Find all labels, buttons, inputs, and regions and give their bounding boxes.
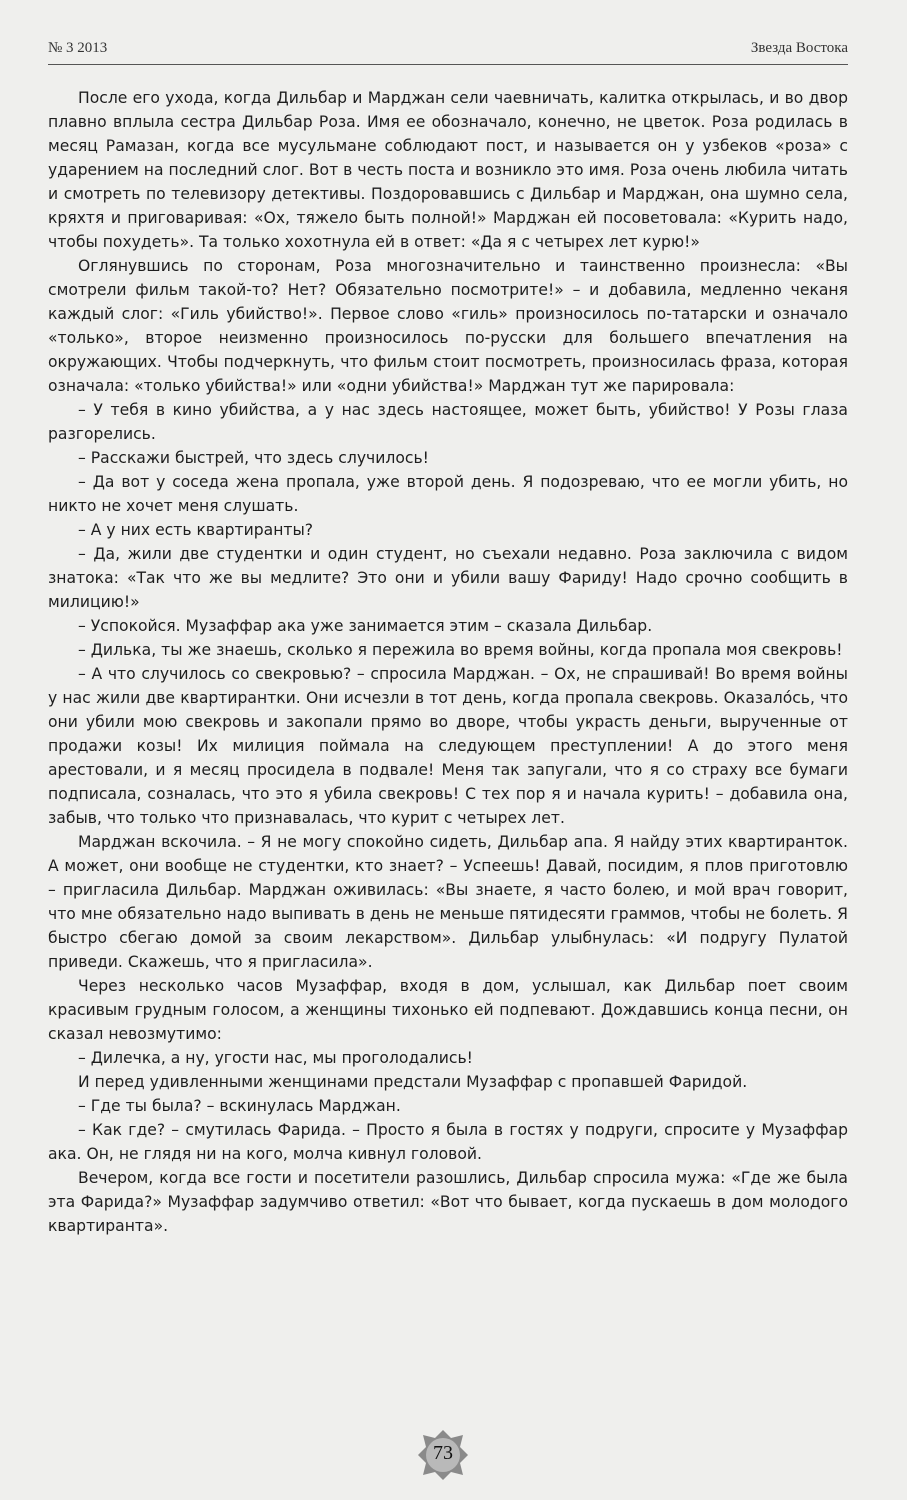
paragraph: – А что случилось со свекровью? – спросила Марджан. – Ох, не спрашивай! Во время войны у нас жили две квартирантки. Они исчезли в тот день, когда пропала свекровь. Оказало́сь, что они убили мою свекровь и закопали прямо во дворе, чтобы украсть деньги, вырученные от продажи козы! Их милиция поймала на следующем преступлении! А до этого меня арестовали, и я месяц просидела в подвале! Меня так запугали, что я со страху все бумаги подписала, созналась, что это я убила свекровь! С тех пор я и начала курить! – добавила она, забыв, что только что признавалась, что курит с четырех лет. (48, 665, 848, 827)
paragraph: – У тебя в кино убийства, а у нас здесь настоящее, может быть, убийство! У Розы глаза разгорелись. (48, 401, 848, 443)
paragraph: – А у них есть квартиранты? (78, 521, 314, 539)
running-header (48, 40, 848, 62)
paragraph: И перед удивленными женщинами предстали Музаффар с пропавшей Фаридой. (78, 1073, 748, 1091)
page-number: 73 (433, 1442, 453, 1464)
paragraph: Вечером, когда все гости и посетители разошлись, Дильбар спросила мужа: «Где же была эта Фарида?» Музаффар задумчиво ответил: «Вот что бывает, когда пускаешь в дом молодого квартиранта». (48, 1169, 848, 1235)
journal-title: Звезда Востока (750, 40, 848, 56)
paragraph: Марджан вскочила. – Я не могу спокойно сидеть, Дильбар апа. Я найду этих квартиранток. А может, они вообще не студентки, кто знает? – Успеешь! Давай, посидим, я плов приготовлю – пригласила Дильбар. Марджан оживилась: «Вы знаете, я часто болею, и мой врач говорит, что мне обязательно надо выпивать в день не меньше пятидесяти граммов, чтобы не болеть. Я быстро сбегаю домой за своим лекарством». Дильбар улыбнулась: «И подругу Пулатой приведи. Скажешь, что я пригласила». (48, 833, 848, 971)
paragraph: – Дилечка, а ну, угости нас, мы проголодались! (78, 1049, 473, 1067)
header-rule (48, 64, 848, 65)
paragraph: – Да, жили две студентки и один студент, но съехали недавно. Роза заключила с видом знатока: «Так что же вы медлите? Это они и убили вашу Фариду! Надо срочно сообщить в милицию!» (48, 545, 848, 611)
issue-label: № 3 2013 (48, 40, 108, 56)
paragraph: – Успокойся. Музаффар ака уже занимается этим – сказала Дильбар. (78, 617, 653, 635)
paragraph: – Да вот у соседа жена пропала, уже второй день. Я подозреваю, что ее могли убить, но никто не хочет меня слушать. (48, 473, 848, 515)
paragraph: – Расскажи быстрей, что здесь случилось! (78, 449, 429, 467)
article-body (48, 86, 848, 1238)
page-number-badge (416, 1428, 470, 1482)
paragraph: – Где ты была? – вскинулась Марджан. (78, 1097, 401, 1115)
paragraph: Через несколько часов Музаффар, входя в дом, услышал, как Дильбар поет своим красивым грудным голосом, а женщины тихонько ей подпевают. Дождавшись конца песни, он сказал невозмутимо: (48, 977, 848, 1043)
paragraph: После его ухода, когда Дильбар и Марджан сели чаевничать, калитка открылась, и во двор плавно вплыла сестра Дильбар Роза. Имя ее обозначало, конечно, не цветок. Роза родилась в месяц Рамазан, когда все мусульмане соблюдают пост, и называется он у узбеков «роза» с ударением на последний слог. Вот в честь поста и возникло это имя. Роза очень любила читать и смотреть по телевизору детективы. Поздоровавшись с Дильбар и Марджан, она шумно села, кряхтя и приговаривая: «Ох, тяжело быть полной!» Марджан ей посоветовала: «Курить надо, чтобы похудеть». Та только хохотнула ей в ответ: «Да я с четырех лет курю!» (48, 89, 848, 251)
paragraph: – Как где? – смутилась Фарида. – Просто я была в гостях у подруги, спросите у Музаффар ака. Он, не глядя ни на кого, молча кивнул головой. (48, 1121, 848, 1163)
paragraph: – Дилька, ты же знаешь, сколько я пережила во время войны, когда пропала моя свекровь! (78, 641, 843, 659)
paragraph: Оглянувшись по сторонам, Роза многозначительно и таинственно произнесла: «Вы смотрели фильм такой-то? Нет? Обязательно посмотрите!» – и добавила, медленно чеканя каждый слог: «Гиль убийство!». Первое слово «гиль» произносилось по-татарски и означало «только», второе неизменно произносилось по-русски для большего впечатления на окружающих. Чтобы подчеркнуть, что фильм стоит посмотреть, произносилась фраза, которая означала: «только убийства!» или «одни убийства!» Марджан тут же парировала: (48, 257, 848, 395)
